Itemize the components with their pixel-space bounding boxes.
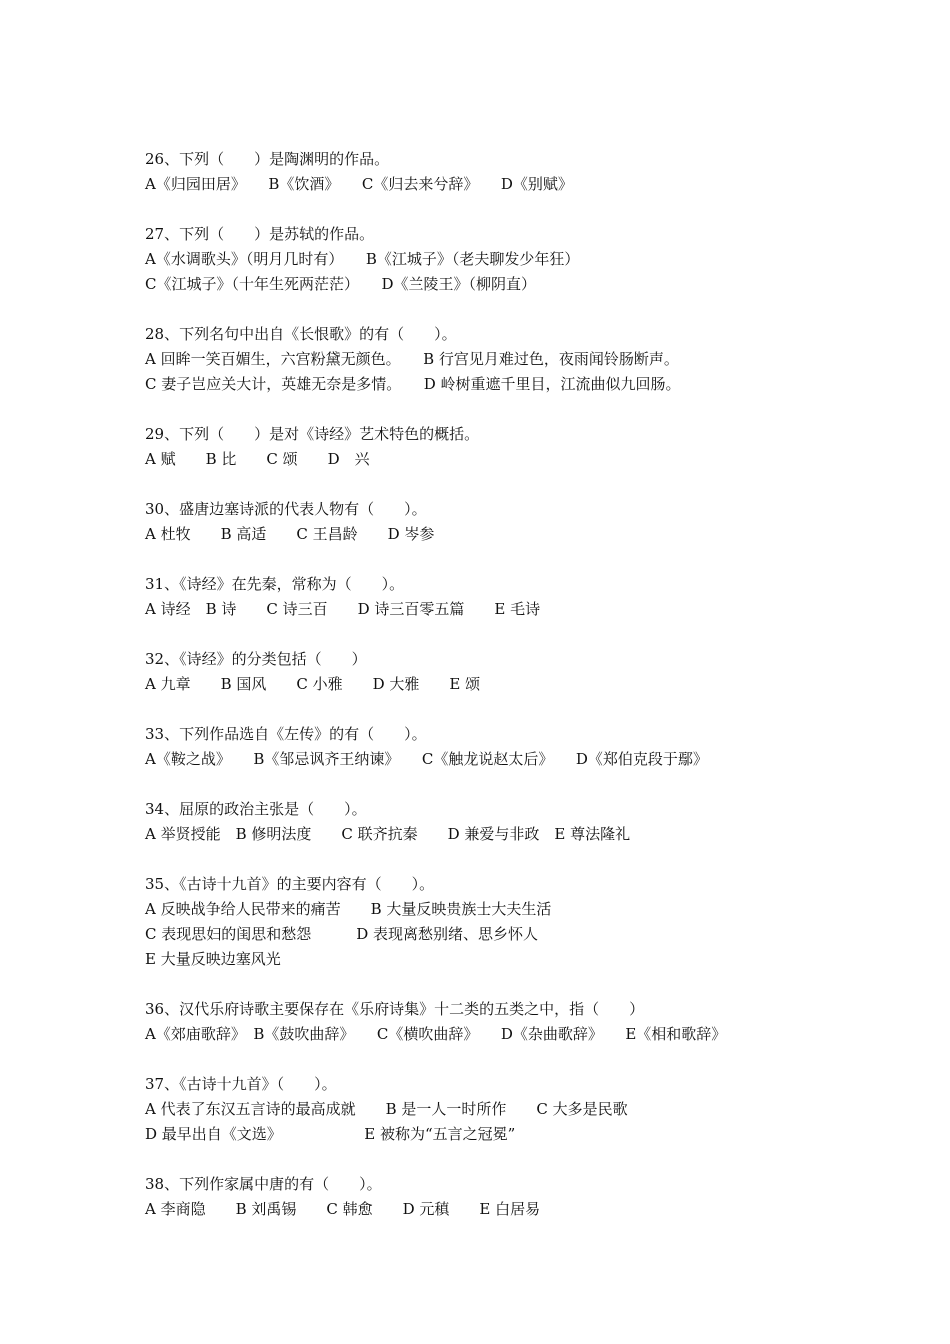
question-options: A《归园田居》 B《饮酒》 C《归去来兮辞》 D《别赋》 <box>145 175 573 193</box>
question-options: A 李商隐 B 刘禹锡 C 韩愈 D 元稹 E 白居易 <box>145 1200 541 1218</box>
question-stem: 32、《诗经》的分类包括（ ） <box>145 650 367 668</box>
question-28 <box>145 322 845 397</box>
question-stem: 29、下列（ ）是对《诗经》艺术特色的概括。 <box>145 425 480 443</box>
question-stem: 28、下列名句中出自《长恨歌》的有（ ）。 <box>145 325 457 343</box>
question-stem: 31、《诗经》在先秦，常称为（ ）。 <box>145 575 405 593</box>
question-stem: 37、《古诗十九首》（ ）。 <box>145 1075 337 1093</box>
question-31 <box>145 572 845 622</box>
question-stem: 27、下列（ ）是苏轼的作品。 <box>145 225 375 243</box>
question-34 <box>145 797 845 847</box>
question-options: E 大量反映边塞风光 <box>145 950 281 968</box>
question-options: A 回眸一笑百媚生，六宫粉黛无颜色。 B 行宫见月难过色，夜雨闻铃肠断声。 <box>145 350 679 368</box>
question-stem: 33、下列作品选自《左传》的有（ ）。 <box>145 725 427 743</box>
question-33 <box>145 722 845 772</box>
question-stem: 36、汉代乐府诗歌主要保存在《乐府诗集》十二类的五类之中，指（ ） <box>145 1000 645 1018</box>
question-options: A 杜牧 B 高适 C 王昌龄 D 岑参 <box>145 525 435 543</box>
question-options: A 赋 B 比 C 颂 D 兴 <box>145 450 370 468</box>
question-stem: 30、盛唐边塞诗派的代表人物有（ ）。 <box>145 500 427 518</box>
question-options: A 代表了东汉五言诗的最高成就 B 是一人一时所作 C 大多是民歌 <box>145 1100 628 1118</box>
question-stem: 26、下列（ ）是陶渊明的作品。 <box>145 150 390 168</box>
question-29 <box>145 422 845 472</box>
question-26 <box>145 147 845 197</box>
question-stem: 34、屈原的政治主张是（ ）。 <box>145 800 367 818</box>
question-options: D 最早出自《文选》 E 被称为“五言之冠冕” <box>145 1125 516 1143</box>
question-options: C 妻子岂应关大计，英雄无奈是多情。 D 岭树重遮千里目，江流曲似九回肠。 <box>145 375 681 393</box>
document-page <box>145 147 845 1247</box>
question-stem: 35、《古诗十九首》的主要内容有（ ）。 <box>145 875 435 893</box>
question-32 <box>145 647 845 697</box>
question-options: C《江城子》（十年生死两茫茫） D《兰陵王》（柳阴直） <box>145 275 537 293</box>
question-38 <box>145 1172 845 1222</box>
question-options: A《郊庙歌辞》 B《鼓吹曲辞》 C《横吹曲辞》 D《杂曲歌辞》 E《相和歌辞》 <box>145 1025 727 1043</box>
question-27 <box>145 222 845 297</box>
question-options: A《鞍之战》 B《邹忌讽齐王纳谏》 C《触龙说赵太后》 D《郑伯克段于鄢》 <box>145 750 708 768</box>
question-35 <box>145 872 845 972</box>
question-stem: 38、下列作家属中唐的有（ ）。 <box>145 1175 382 1193</box>
question-30 <box>145 497 845 547</box>
question-options: A《水调歌头》（明月几时有） B《江城子》（老夫聊发少年狂） <box>145 250 580 268</box>
question-37 <box>145 1072 845 1147</box>
question-options: A 反映战争给人民带来的痛苦 B 大量反映贵族士大夫生活 <box>145 900 552 918</box>
question-36 <box>145 997 845 1047</box>
question-options: C 表现思妇的闺思和愁怨 D 表现离愁别绪、思乡怀人 <box>145 925 539 943</box>
question-options: A 举贤授能 B 修明法度 C 联齐抗秦 D 兼爱与非政 E 尊法隆礼 <box>145 825 631 843</box>
question-options: A 诗经 B 诗 C 诗三百 D 诗三百零五篇 E 毛诗 <box>145 600 541 618</box>
question-options: A 九章 B 国风 C 小雅 D 大雅 E 颂 <box>145 675 481 693</box>
